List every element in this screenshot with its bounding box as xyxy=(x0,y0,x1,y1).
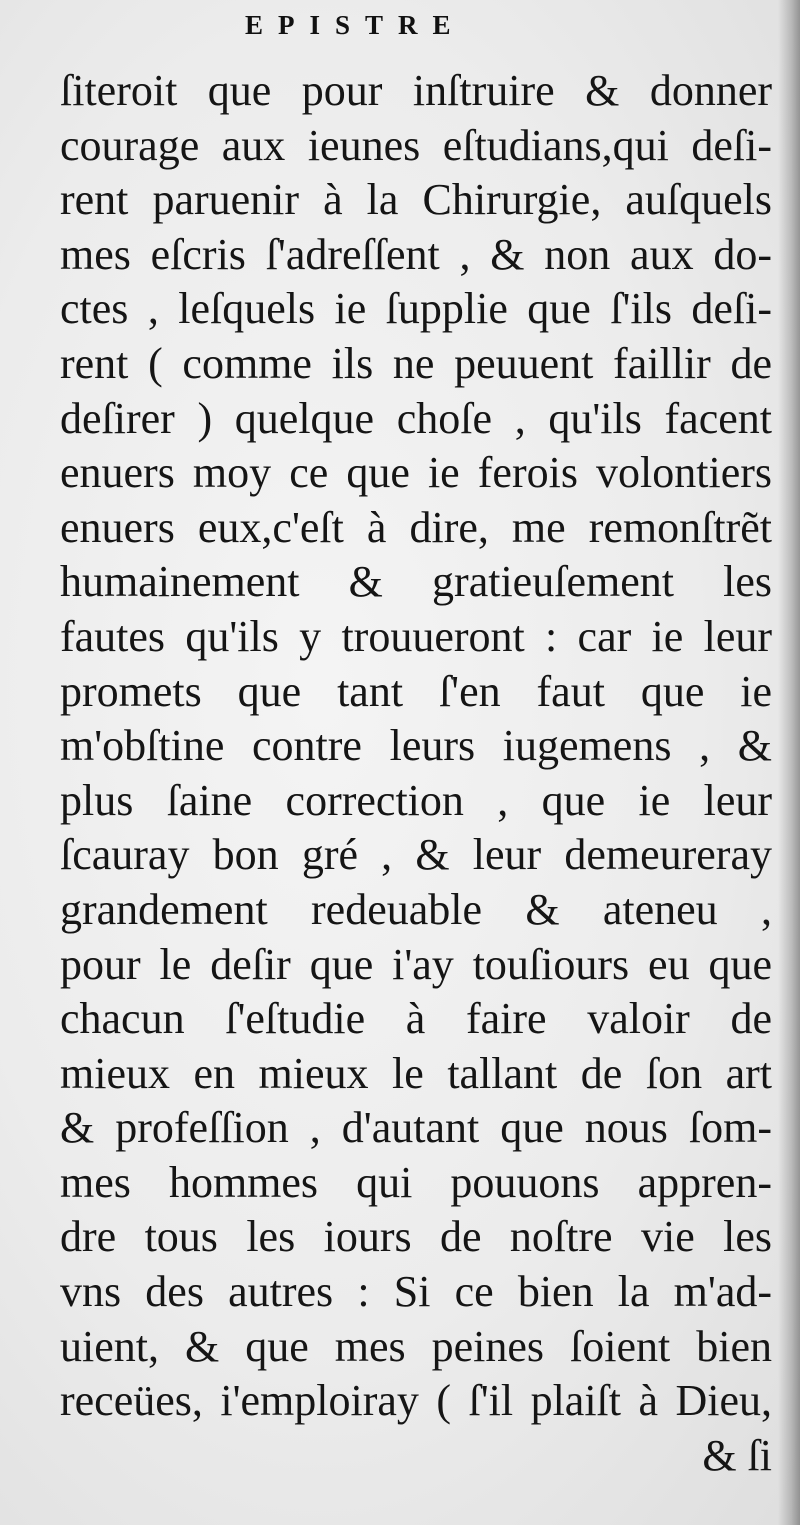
text-line: dre tous les iours de noſtre vie les xyxy=(60,1212,772,1262)
text-line: rent paruenir à la Chirurgie, auſquels xyxy=(60,175,772,225)
text-line: plus ſaine correction , que ie leur xyxy=(60,775,772,825)
text-line: pour le deſir que i'ay touſiours eu que xyxy=(60,939,772,989)
text-line: ſiteroit que pour inſtruire & donner xyxy=(60,66,772,115)
text-line: humainement & gratieuſement les xyxy=(60,557,772,607)
text-line: grandement redeuable & ateneu , xyxy=(60,884,772,934)
text-line: enuers moy ce que ie ferois volontiers xyxy=(60,448,772,498)
text-line: rent ( comme ils ne peuuent faillir de xyxy=(60,338,772,388)
text-line: ſcauray bon gré , & leur demeureray xyxy=(60,830,772,880)
text-line: vns des autres : Si ce bien la m'ad- xyxy=(60,1267,772,1317)
text-line: receües, i'emploiray ( ſ'il plaiſt à Dieu, xyxy=(60,1376,772,1426)
text-line: promets que tant ſ'en faut que ie xyxy=(60,666,772,716)
body-text xyxy=(60,64,772,1483)
text-line: mes hommes qui pouuons appren- xyxy=(60,1157,772,1207)
text-line: chacun ſ'eſtudie à faire valoir de xyxy=(60,994,772,1044)
running-head: EPISTRE xyxy=(245,10,466,40)
text-line: & profeſſion , d'autant que nous ſom- xyxy=(60,1103,772,1153)
text-line: mes eſcris ſ'adreſſent , & non aux do- xyxy=(60,229,772,279)
text-line: mieux en mieux le tallant de ſon art xyxy=(60,1048,772,1098)
text-line: courage aux ieunes eſtudians,qui deſi- xyxy=(60,120,772,170)
text-line: m'obſtine contre leurs iugemens , & xyxy=(60,721,772,771)
text-line: fautes qu'ils y trouueront : car ie leur xyxy=(60,611,772,661)
page-gutter-shadow xyxy=(778,0,800,1525)
catchword: & ſi xyxy=(702,1430,772,1480)
text-line: enuers eux,c'eſt à dire, me remonſtrẽt xyxy=(60,502,772,552)
text-line: uient, & que mes peines ſoient bien xyxy=(60,1321,772,1371)
text-line: ctes , leſquels ie ſupplie que ſ'ils deſi- xyxy=(60,284,772,334)
text-line: deſirer ) quelque choſe , qu'ils facent xyxy=(60,393,772,443)
